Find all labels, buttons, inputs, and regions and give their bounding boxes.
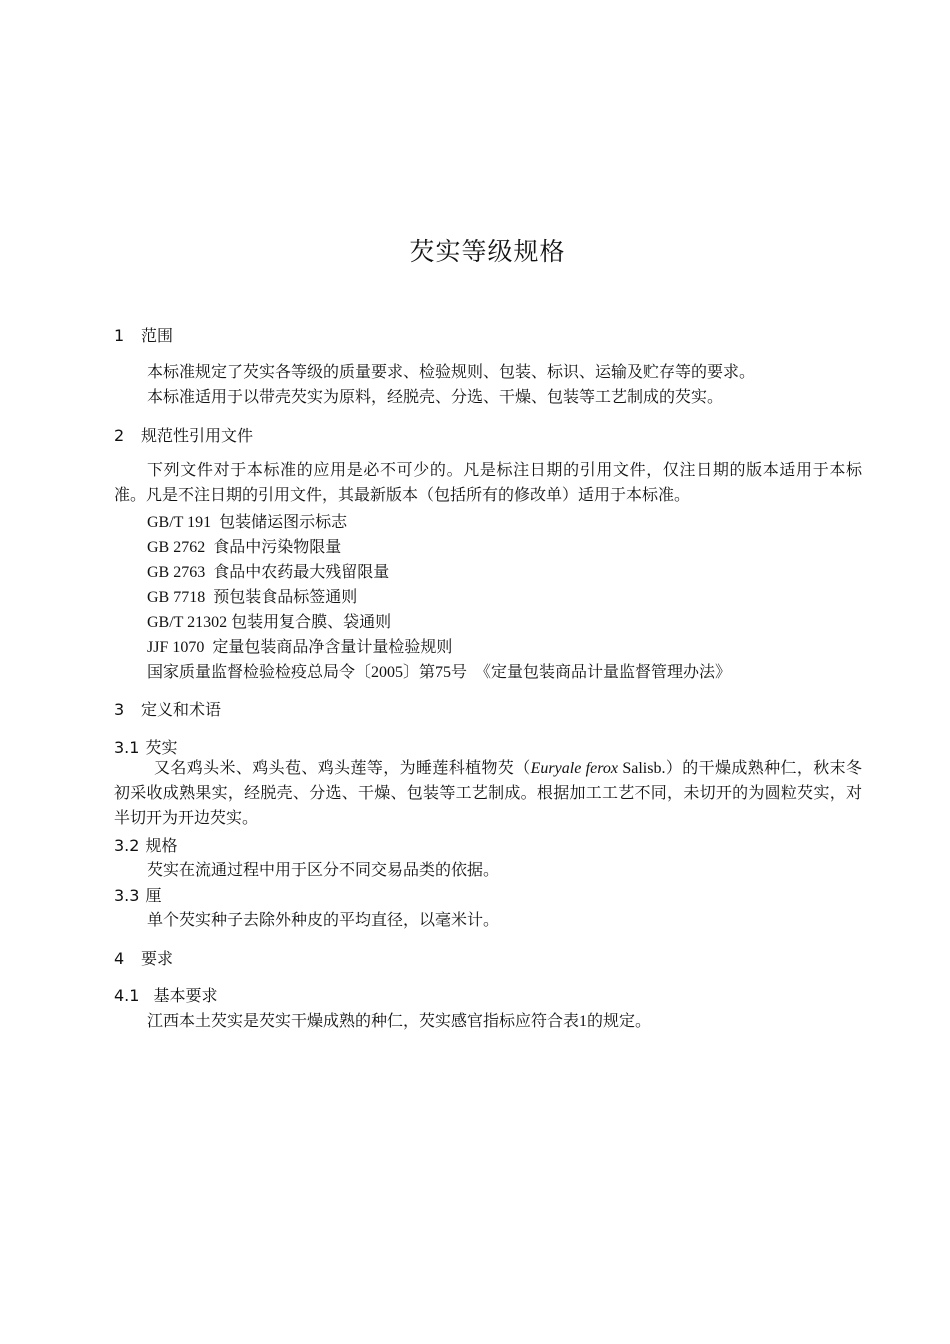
term-heading-specification bbox=[114, 833, 177, 856]
reference-item bbox=[147, 559, 389, 582]
term-title: 规格 bbox=[145, 836, 178, 855]
reference-code: GB/T 21302 bbox=[147, 614, 228, 631]
section-title: 定义和术语 bbox=[141, 700, 222, 719]
reference-item bbox=[147, 609, 391, 632]
reference-title: 包装用复合膜、袋通则 bbox=[231, 614, 392, 631]
reference-title: 定量包装商品净含量计量检验规则 bbox=[212, 639, 453, 656]
section-number: 3 bbox=[114, 700, 125, 719]
reference-item bbox=[147, 509, 347, 532]
reference-code: GB 2763 bbox=[147, 564, 206, 581]
reference-item bbox=[147, 584, 357, 607]
reference-title: 包装储运图示标志 bbox=[219, 514, 348, 531]
reference-item bbox=[147, 634, 452, 657]
reference-code: GB/T 191 bbox=[147, 514, 212, 531]
term-heading-li bbox=[114, 883, 161, 906]
term-definition-specification: 芡实在流通过程中用于区分不同交易品类的依据。 bbox=[147, 862, 500, 879]
reference-title: 食品中农药最大残留限量 bbox=[213, 564, 390, 581]
section-heading-requirements bbox=[114, 946, 173, 969]
section-title: 范围 bbox=[141, 326, 174, 345]
reference-item bbox=[147, 659, 731, 682]
section-heading-normative-references bbox=[114, 423, 253, 446]
reference-code: GB 2762 bbox=[147, 539, 206, 556]
reference-code: GB 7718 bbox=[147, 589, 206, 606]
term-heading-qianshi bbox=[114, 735, 177, 758]
term-number: 3.1 bbox=[114, 738, 140, 757]
scope-paragraph-2: 本标准适用于以带壳芡实为原料，经脱壳、分选、干燥、包装等工艺制成的芡实。 bbox=[147, 389, 724, 406]
section-number: 1 bbox=[114, 326, 125, 345]
reference-title: 食品中污染物限量 bbox=[213, 539, 342, 556]
term-title: 芡实 bbox=[145, 738, 178, 757]
section-heading-scope bbox=[114, 323, 173, 346]
document-title: 芡实等级规格 bbox=[409, 237, 566, 266]
subsection-title: 基本要求 bbox=[153, 986, 218, 1005]
reference-code: 国家质量监督检验检疫总局令〔2005〕第75号 bbox=[147, 664, 468, 681]
section-number: 4 bbox=[114, 949, 125, 968]
references-intro-paragraph: 下列文件对于本标准的应用是必不可少的。凡是标注日期的引用文件，仅注日期的版本适用于本标准。凡是不注日期的引用文件，其最新版本（包括所有的修改单）适用于本标准。 bbox=[114, 462, 862, 504]
reference-code: JJF 1070 bbox=[147, 639, 205, 656]
section-heading-definitions bbox=[114, 697, 221, 720]
term-definition-li: 单个芡实种子去除外种皮的平均直径，以毫米计。 bbox=[147, 912, 500, 929]
term-number: 3.3 bbox=[114, 886, 140, 905]
definition-text: 又名鸡头米、鸡头苞、鸡头莲等，为睡莲科植物芡（ bbox=[154, 760, 531, 777]
section-title: 规范性引用文件 bbox=[141, 426, 254, 445]
definition-text: Salisb.）的干燥成熟种仁，秋末冬初采收成熟果实，经脱壳、分选、干燥、包装等工艺制成。根据加工工艺不同，未切开的为圆粒芡实，对半切开为开边芡实。 bbox=[114, 760, 862, 827]
section-title: 要求 bbox=[141, 949, 174, 968]
term-title: 厘 bbox=[145, 886, 162, 905]
term-number: 3.2 bbox=[114, 836, 140, 855]
section-number: 2 bbox=[114, 426, 125, 445]
reference-title: 《定量包装商品计量监督管理办法》 bbox=[475, 664, 732, 681]
latin-name: Euryale ferox bbox=[530, 760, 618, 777]
term-definition-qianshi bbox=[114, 756, 862, 831]
subsection-heading-basic-requirements bbox=[114, 983, 217, 1006]
scope-paragraph-1: 本标准规定了芡实各等级的质量要求、检验规则、包装、标识、运输及贮存等的要求。 bbox=[147, 364, 756, 381]
reference-item bbox=[147, 534, 341, 557]
subsection-number: 4.1 bbox=[114, 986, 140, 1005]
basic-requirements-paragraph: 江西本土芡实是芡实干燥成熟的种仁，芡实感官指标应符合表1的规定。 bbox=[147, 1013, 652, 1030]
reference-title: 预包装食品标签通则 bbox=[213, 589, 358, 606]
